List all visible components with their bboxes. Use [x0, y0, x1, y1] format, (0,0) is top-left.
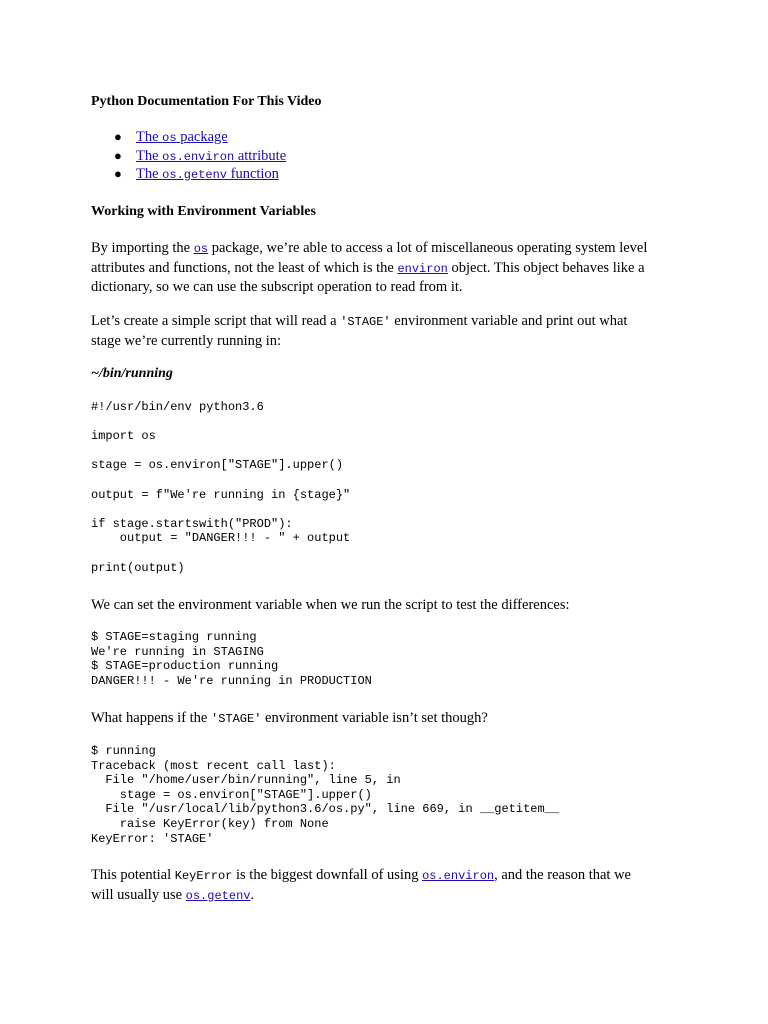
- paragraph-set-env: We can set the environment variable when we run the script to test the differences:: [91, 597, 570, 613]
- inline-code: KeyError: [174, 869, 233, 883]
- code-block-script: #!/usr/bin/env python3.6 import os stage = os.environ["STAGE"].upper() output = f"We're running in {stage}" if stage.startswith("PROD"): output = "DANGER!!! - " + output print(output): [91, 400, 351, 575]
- section-heading: Working with Environment Variables: [91, 204, 316, 219]
- code-block-traceback: $ running Traceback (most recent call last): File "/home/user/bin/running", line 5, in stage = os.environ["STAGE"].upper() File "/usr/local/lib/python3.6/os.py", line 669, in __getitem__ raise KeyError(key) from None KeyError: 'STAGE': [91, 744, 560, 846]
- os-environ-link[interactable]: The os.environ attribute: [136, 147, 287, 164]
- os-environ-inline-link[interactable]: os.environ: [422, 869, 495, 883]
- doc-heading: Python Documentation For This Video: [91, 94, 322, 109]
- paragraph-unset: What happens if the 'STAGE' environment variable isn’t set though?: [91, 710, 488, 726]
- code-block-run: $ STAGE=staging running We're running in STAGING $ STAGE=production running DANGER!!! - We're running in PRODUCTION: [91, 630, 372, 688]
- os-getenv-inline-link[interactable]: os.getenv: [185, 888, 251, 903]
- os-inline-link[interactable]: os: [193, 242, 209, 256]
- environ-inline-link[interactable]: environ: [397, 261, 448, 276]
- paragraph-intro: By importing the os package, we’re able to access a lot of miscellaneous operating system level attributes and functions, not the least of which is the environ object. This object behaves like a dictionary, so we can use the subscript operation to read from it.: [91, 240, 648, 295]
- inline-code: 'STAGE': [211, 712, 262, 726]
- bullet-icon: ●: [114, 147, 122, 163]
- inline-code: 'STAGE': [340, 315, 391, 329]
- paragraph-script: Let’s create a simple script that will read a 'STAGE' environment variable and print out what stage we’re currently running in:: [91, 313, 628, 349]
- script-filename: ~/bin/running: [91, 366, 173, 381]
- bullet-icon: ●: [114, 166, 122, 181]
- bullet-icon: ●: [114, 129, 122, 144]
- os-package-link[interactable]: The os package: [136, 129, 228, 145]
- paragraph-conclusion: This potential KeyError is the biggest downfall of using os.environ, and the reason that we will usually use os.getenv.: [91, 867, 631, 903]
- os-getenv-link[interactable]: The os.getenv function: [136, 166, 279, 182]
